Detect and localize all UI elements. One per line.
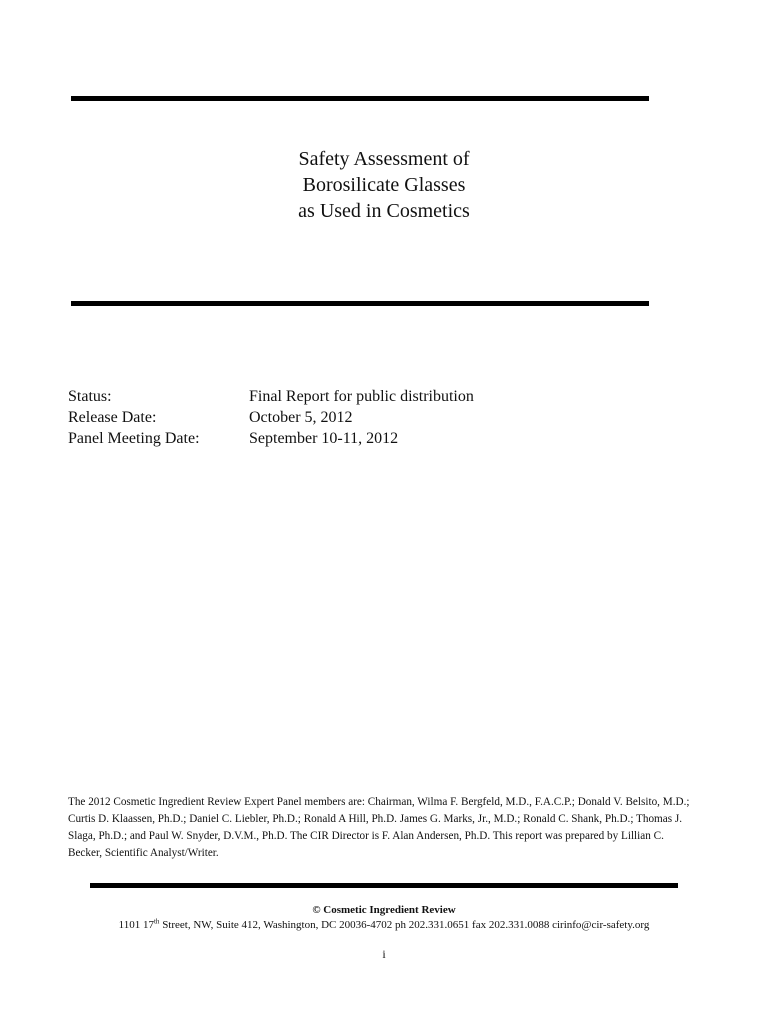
release-date-value: October 5, 2012 [249, 409, 353, 426]
address-end: Street, NW, Suite 412, Washington, DC 20036-4702 ph 202.331.0651 fax 202.331.0088 cirinfo@cir-safety.org [159, 919, 650, 931]
address-line [90, 918, 678, 933]
footer-divider [90, 883, 678, 888]
address-start: 1101 17 [118, 919, 154, 931]
top-divider [71, 96, 649, 101]
address-superscript: th [153, 917, 160, 926]
middle-divider [71, 301, 649, 306]
footer [90, 903, 678, 933]
page-number: i [382, 947, 386, 961]
document-title [71, 146, 697, 224]
status-label: Status: [68, 388, 112, 405]
release-date-label: Release Date: [68, 409, 157, 426]
status-row [68, 386, 474, 407]
status-value: Final Report for public distribution [249, 388, 474, 405]
title-line-2: Borosilicate Glasses [302, 174, 466, 196]
title-line-3: as Used in Cosmetics [298, 200, 470, 222]
panel-meeting-row [68, 428, 474, 449]
panel-meeting-value: September 10-11, 2012 [249, 430, 399, 447]
release-date-row [68, 407, 474, 428]
panel-meeting-label: Panel Meeting Date: [68, 430, 200, 447]
status-table [68, 386, 474, 449]
title-line-1: Safety Assessment of [298, 148, 470, 170]
copyright-line: © Cosmetic Ingredient Review [312, 904, 456, 916]
expert-panel-note: The 2012 Cosmetic Ingredient Review Expert Panel members are: Chairman, Wilma F. Bergfeld, M.D., F.A.C.P.; Donald V. Belsito, M.D.; Curtis D. Klaassen, Ph.D.; Daniel C. Liebler, Ph.D.; Ronald A Hill, Ph.D. James G. Marks, Jr., M.D.; Ronald C. Shank, Ph.D.; Thomas J. Slaga, Ph.D.; and Paul W. Snyder, D.V.M., Ph.D. The CIR Director is F. Alan Andersen, Ph.D. This report was prepared by Lillian C. Becker, Scientific Analyst/Writer. [68, 796, 690, 859]
